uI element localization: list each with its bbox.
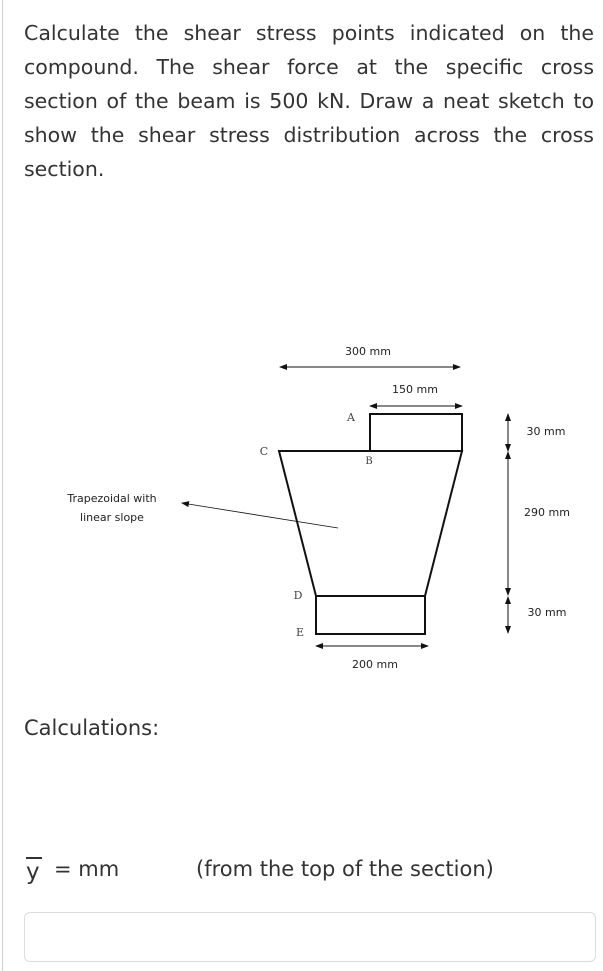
cross-section-figure bbox=[0, 320, 603, 680]
dim-top-height-label: 30 mm bbox=[526, 425, 566, 438]
answer-input[interactable] bbox=[24, 912, 596, 962]
dim-mid-height-label: 290 mm bbox=[524, 506, 570, 519]
top-flange bbox=[370, 414, 462, 451]
dim-bottom-width-label: 200 mm bbox=[352, 658, 398, 671]
point-b-label: B bbox=[365, 456, 373, 467]
annotation-pointer bbox=[182, 503, 338, 528]
calculations-heading: Calculations: bbox=[24, 716, 160, 740]
point-c-label: C bbox=[259, 445, 269, 458]
annotation-line-1: Trapezoidal with bbox=[67, 492, 157, 505]
ybar-note: (from the top of the section) bbox=[196, 857, 494, 881]
annotation-line-2: linear slope bbox=[80, 511, 144, 524]
ybar-letter: y bbox=[26, 859, 40, 885]
question-text: Calculate the shear stress points indicated on the compound. The shear force at the specific cross section of the beam is 500 kN. Draw a neat sketch to show the shear stress distribution across the cross section. bbox=[24, 21, 594, 181]
dim-bottom-height-label: 30 mm bbox=[527, 606, 567, 619]
ybar-unit: = mm bbox=[54, 857, 120, 881]
dim-top-flange-label: 150 mm bbox=[392, 383, 438, 396]
point-e-label: E bbox=[295, 626, 305, 639]
dim-top-width-label: 300 mm bbox=[345, 345, 391, 358]
point-a-label: A bbox=[347, 411, 355, 424]
trapezoid-web bbox=[279, 451, 462, 596]
bottom-flange bbox=[316, 596, 425, 634]
ybar-row bbox=[24, 852, 584, 892]
point-d-label: D bbox=[293, 589, 303, 602]
